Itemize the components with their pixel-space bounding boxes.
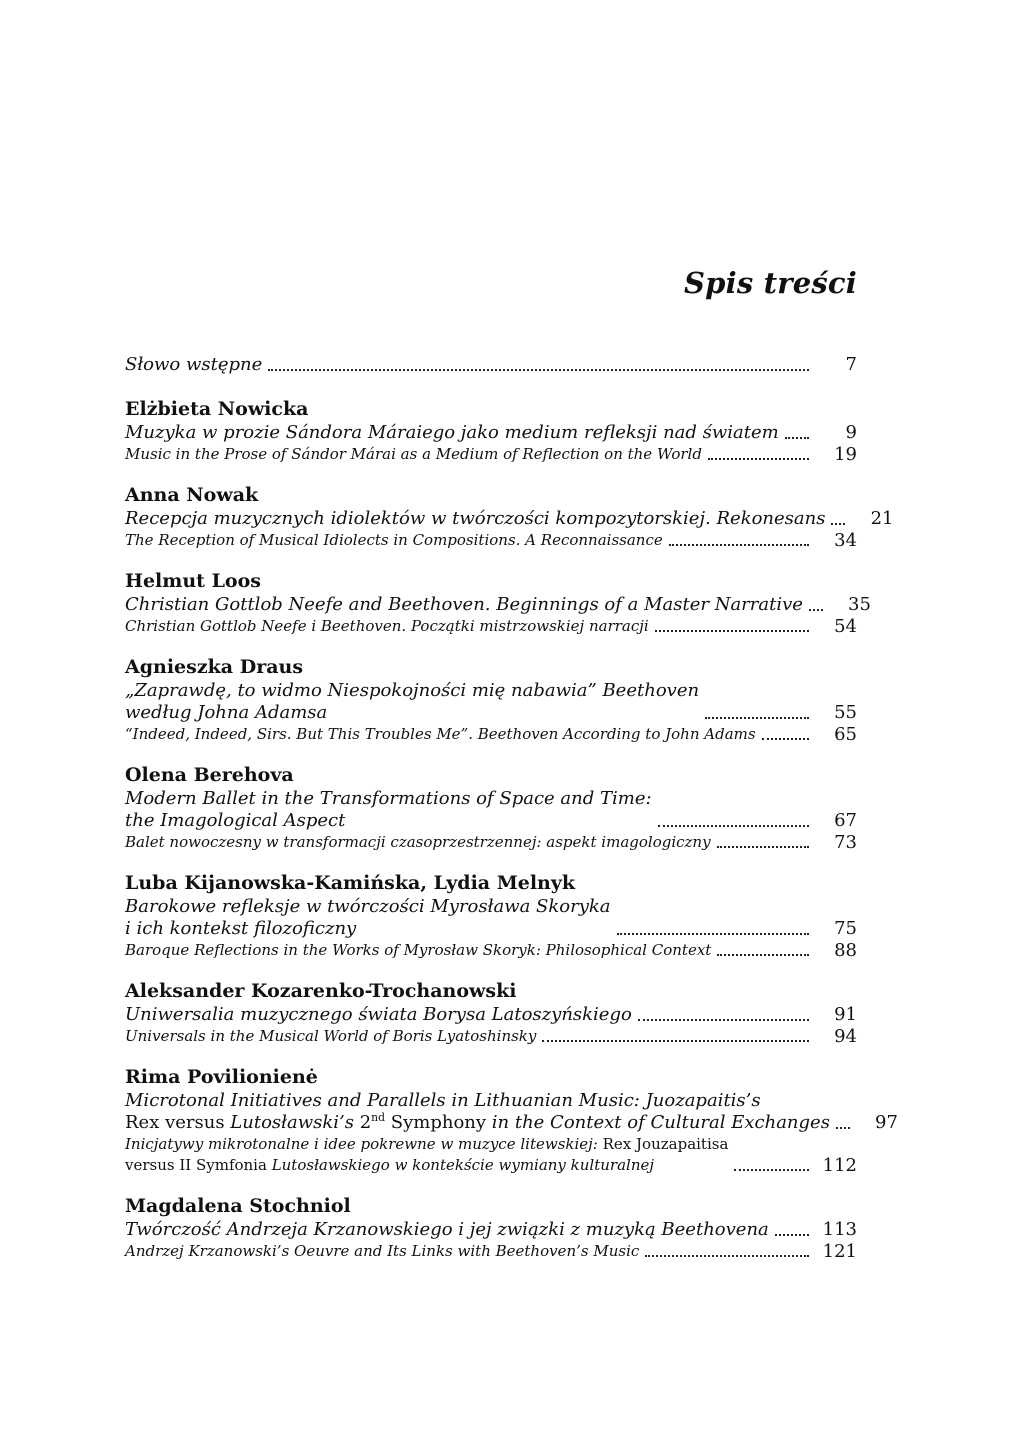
- entry-title-line: Modern Ballet in the Transformations of Space and Time:: [125, 788, 652, 809]
- page-number: 113: [822, 1219, 857, 1240]
- title-roman-text: 2: [359, 1112, 372, 1133]
- dot-leader: [705, 716, 809, 719]
- toc-entry-main[interactable]: [125, 1219, 857, 1241]
- page-title: Spis treści: [684, 266, 857, 300]
- author-name: Luba Kijanowska-Kamińska, Lydia Melnyk: [125, 872, 576, 894]
- dot-leader: [638, 1018, 809, 1021]
- dot-leader: [542, 1039, 809, 1042]
- toc-entry-translation[interactable]: [125, 724, 857, 745]
- dot-leader: [708, 457, 809, 460]
- page-number: 112: [822, 1155, 857, 1176]
- entry-title: [125, 680, 705, 724]
- page-number: 7: [845, 354, 857, 375]
- entry-title: Uniwersalia muzycznego świata Borysa Latoszyńskiego: [125, 1004, 632, 1025]
- toc-section: [125, 396, 857, 465]
- toc-section: [125, 1064, 898, 1176]
- page-number: 34: [834, 530, 857, 551]
- toc-section: [125, 978, 857, 1047]
- title-italic-text: Lutosławskiego w kontekście wymiany kulturalnej: [266, 1156, 655, 1174]
- dot-leader: [268, 368, 809, 371]
- entry-title: Balet nowoczesny w transformacji czasoprzestrzennej: aspekt imagologiczny: [125, 833, 711, 851]
- toc-entry-main[interactable]: [125, 594, 871, 616]
- entry-title: Christian Gottlob Neefe i Beethoven. Początki mistrzowskiej narracji: [125, 617, 649, 635]
- toc-entry-translation[interactable]: [125, 1134, 857, 1176]
- entry-title-line: Barokowe refleksje w twórczości Myrosława Skoryka: [125, 896, 611, 917]
- entry-title: The Reception of Musical Idiolects in Compositions. A Reconnaissance: [125, 531, 663, 549]
- entry-title-line: [125, 1112, 830, 1134]
- entry-title: [125, 1090, 836, 1134]
- page-number: 55: [834, 702, 857, 723]
- toc-entry-main[interactable]: [125, 508, 894, 530]
- dot-leader: [655, 629, 809, 632]
- page-number: 73: [834, 832, 857, 853]
- entry-title: Universals in the Musical World of Boris Lyatoshinsky: [125, 1027, 537, 1045]
- title-roman-text: Rex versus: [125, 1112, 225, 1133]
- entry-title-line: według Johna Adamsa: [125, 702, 328, 723]
- entry-title: Baroque Reflections in the Works of Myrosław Skoryk: Philosophical Context: [125, 941, 712, 959]
- entry-title: Music in the Prose of Sándor Márai as a Medium of Reflection on the World: [125, 445, 702, 463]
- toc-section: [125, 870, 857, 961]
- entry-title: Twórczość Andrzeja Krzanowskiego i jej związki z muzyką Beethovena: [125, 1219, 769, 1240]
- title-italic-text: Lutosławski’s: [224, 1112, 360, 1133]
- dot-leader: [762, 737, 809, 740]
- dot-leader: [809, 608, 823, 611]
- dot-leader: [775, 1233, 809, 1236]
- title-italic-text: in the Context of Cultural Exchanges: [486, 1112, 830, 1133]
- entry-title: “Indeed, Indeed, Sirs. But This Troubles Me”. Beethoven According to John Adams: [125, 725, 756, 743]
- dot-leader: [831, 522, 845, 525]
- page-number: 97: [875, 1112, 898, 1133]
- author-name: Helmut Loos: [125, 570, 261, 592]
- toc-section: [125, 482, 894, 551]
- entry-title-line: „Zaprawdę, to widmo Niespokojności mię nabawia” Beethoven: [125, 680, 700, 701]
- title-roman-text: Symphony: [385, 1112, 487, 1133]
- page-number: 94: [834, 1026, 857, 1047]
- page-number: 21: [870, 508, 894, 529]
- toc-entry-main[interactable]: [125, 1090, 898, 1134]
- ordinal-suffix: nd: [371, 1111, 386, 1124]
- page-number: 54: [834, 616, 857, 637]
- toc-entry-translation[interactable]: [125, 940, 857, 961]
- dot-leader: [717, 845, 809, 848]
- toc-entry-translation[interactable]: [125, 616, 857, 637]
- document-page: [125, 0, 898, 1453]
- dot-leader: [734, 1168, 809, 1171]
- toc-entry-main[interactable]: [125, 896, 857, 940]
- page-number: 75: [834, 918, 857, 939]
- author-name: Aleksander Kozarenko-Trochanowski: [125, 980, 517, 1002]
- toc-entry-translation[interactable]: [125, 832, 857, 853]
- author-name: Elżbieta Nowicka: [125, 398, 309, 420]
- entry-title: Christian Gottlob Neefe and Beethoven. Beginnings of a Master Narrative: [125, 594, 803, 615]
- entry-title: Recepcja muzycznych idiolektów w twórczości kompozytorskiej. Rekonesans: [125, 508, 826, 529]
- dot-leader: [836, 1126, 850, 1129]
- title-roman-text: versus II Symfonia: [125, 1156, 267, 1174]
- entry-title: [125, 1134, 734, 1176]
- page-number: 67: [834, 810, 857, 831]
- entry-title-line: the Imagological Aspect: [125, 810, 346, 831]
- page-number: 19: [834, 444, 857, 465]
- dot-leader: [658, 824, 809, 827]
- dot-leader: [785, 436, 809, 439]
- entry-title: [125, 788, 658, 832]
- toc-entry-main[interactable]: [125, 1004, 857, 1026]
- toc-entry-translation[interactable]: [125, 444, 857, 465]
- entry-title-line: [125, 1155, 728, 1176]
- author-name: Anna Nowak: [125, 484, 259, 506]
- table-of-contents: [125, 354, 898, 1279]
- page-number: 91: [834, 1004, 857, 1025]
- toc-section: [125, 762, 857, 853]
- dot-leader: [645, 1254, 809, 1257]
- toc-entry-main[interactable]: [125, 788, 857, 832]
- author-name: Rima Povilionienė: [125, 1066, 318, 1088]
- toc-section: [125, 1193, 857, 1262]
- toc-entry-intro[interactable]: [125, 354, 857, 376]
- entry-title-line: [125, 1134, 728, 1155]
- entry-title-line: Microtonal Initiatives and Parallels in Lithuanian Music: Juozapaitis’s: [125, 1090, 761, 1111]
- toc-section: [125, 654, 857, 745]
- dot-leader: [669, 543, 809, 546]
- toc-entry-main[interactable]: [125, 422, 857, 444]
- dot-leader: [717, 953, 809, 956]
- entry-title: [125, 896, 617, 940]
- page-number: 65: [834, 724, 857, 745]
- entry-title: Muzyka w prozie Sándora Máraiego jako medium refleksji nad światem: [125, 422, 779, 443]
- title-roman-text: Rex Jouzapaitisa: [602, 1135, 729, 1153]
- entry-title-line: i ich kontekst filozoficzny: [125, 918, 357, 939]
- entry-title: Słowo wstępne: [125, 354, 263, 375]
- toc-entry-translation[interactable]: [125, 530, 857, 551]
- author-name: Agnieszka Draus: [125, 656, 304, 678]
- toc-section: [125, 568, 871, 637]
- title-italic-text: Inicjatywy mikrotonalne i idee pokrewne w muzyce litewskiej:: [125, 1135, 603, 1153]
- page-number: 35: [848, 594, 871, 615]
- toc-entry-translation[interactable]: [125, 1241, 857, 1262]
- author-name: Magdalena Stochniol: [125, 1195, 351, 1217]
- dot-leader: [617, 932, 809, 935]
- author-name: Olena Berehova: [125, 764, 294, 786]
- entry-title: Andrzej Krzanowski’s Oeuvre and Its Links with Beethoven’s Music: [125, 1242, 640, 1260]
- toc-entry-translation[interactable]: [125, 1026, 857, 1047]
- page-number: 9: [845, 422, 857, 443]
- toc-entry-main[interactable]: [125, 680, 857, 724]
- page-number: 88: [834, 940, 857, 961]
- page-number: 121: [822, 1241, 857, 1262]
